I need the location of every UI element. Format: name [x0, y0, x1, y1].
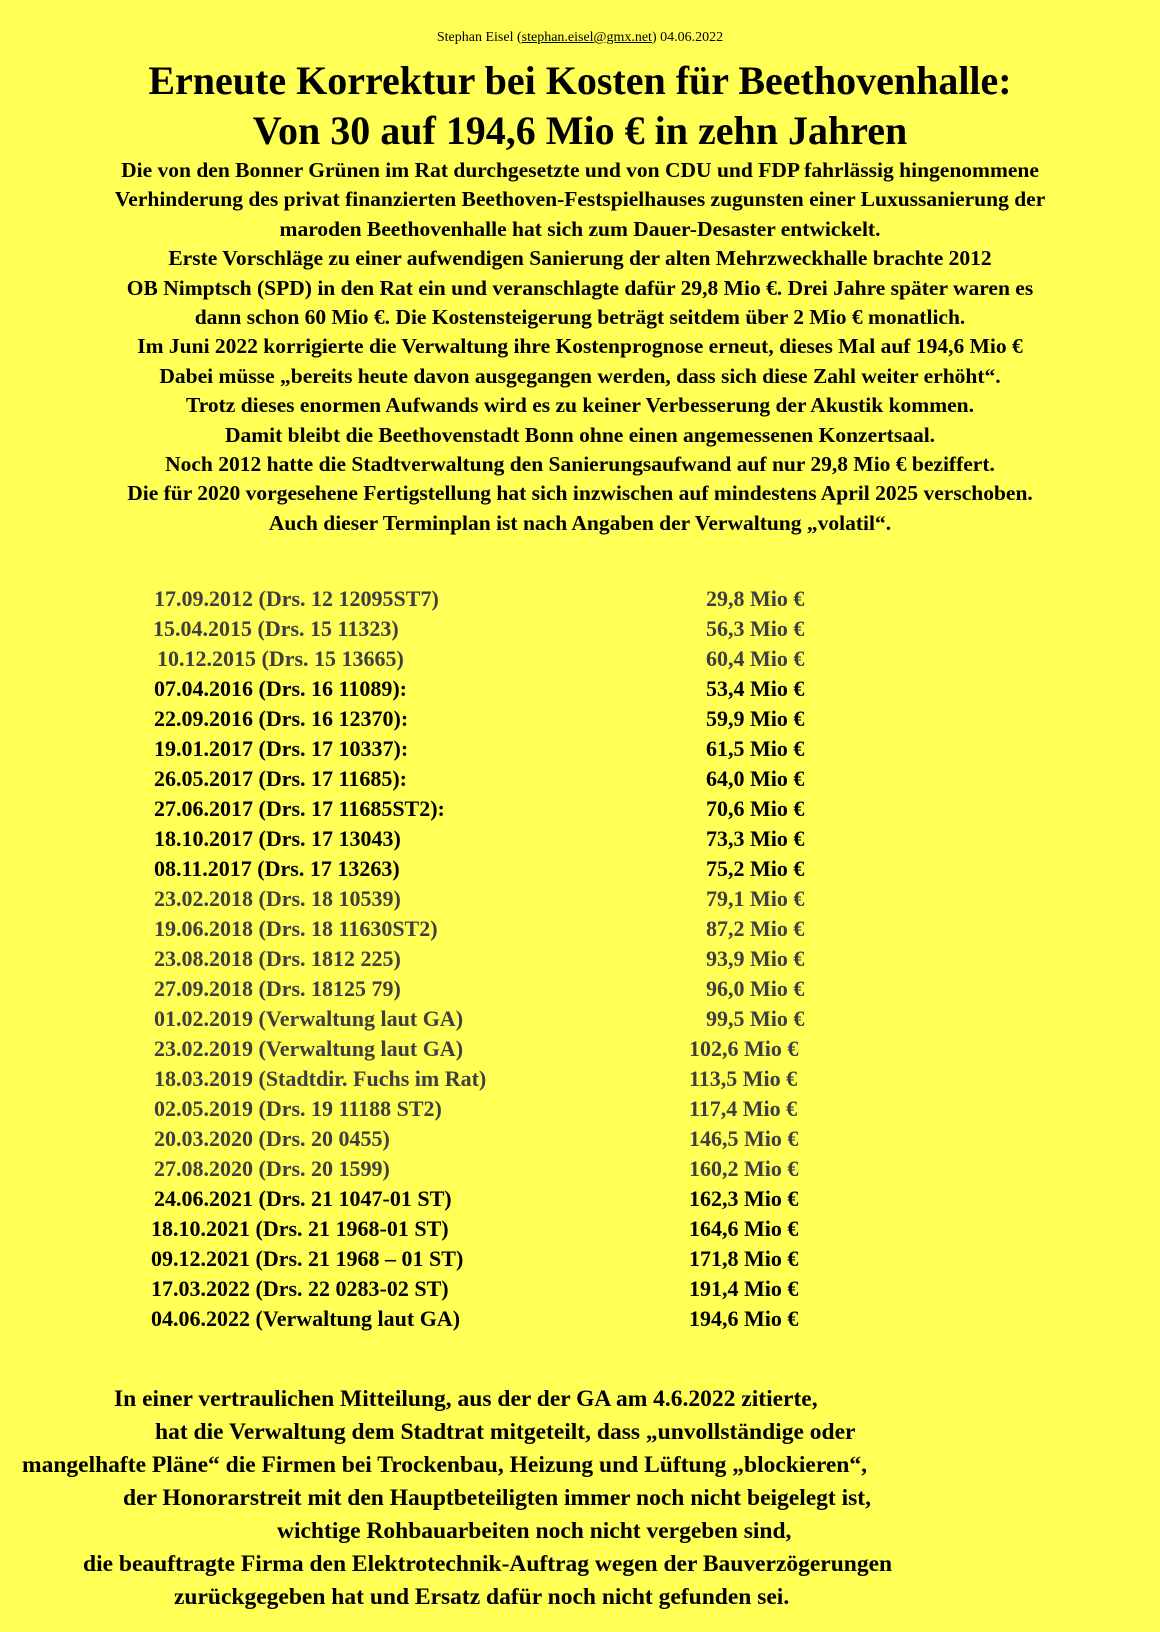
intro-line: maroden Beethovenhalle hat sich zum Dauer-Desaster entwickelt.	[279, 216, 881, 241]
timeline-ref: 22.09.2016 (Drs. 16 12370):	[154, 706, 409, 731]
timeline-amount: 171,8 Mio €	[689, 1246, 799, 1271]
timeline-amount: 117,4 Mio €	[689, 1096, 798, 1121]
timeline-amount: 59,9 Mio €	[706, 706, 805, 731]
timeline-ref: 07.04.2016 (Drs. 16 11089):	[154, 676, 407, 701]
timeline-amount: 70,6 Mio €	[706, 796, 805, 821]
timeline-ref: 02.05.2019 (Drs. 19 11188 ST2)	[154, 1096, 442, 1121]
timeline-ref: 04.06.2022 (Verwaltung laut GA)	[151, 1306, 461, 1331]
timeline-row	[0, 674, 1160, 704]
timeline-ref: 23.02.2018 (Drs. 18 10539)	[154, 886, 401, 911]
timeline-ref: 18.03.2019 (Stadtdir. Fuchs im Rat)	[154, 1066, 487, 1091]
timeline-row	[0, 854, 1160, 884]
timeline-row	[0, 644, 1160, 674]
timeline-amount: 29,8 Mio €	[706, 586, 805, 611]
timeline-ref: 19.01.2017 (Drs. 17 10337):	[154, 736, 409, 761]
timeline-row	[0, 1274, 1160, 1304]
timeline-amount: 164,6 Mio €	[689, 1216, 799, 1241]
timeline-amount: 99,5 Mio €	[706, 1006, 805, 1031]
intro-line: Dabei müsse „bereits heute davon ausgegangen werden, dass sich diese Zahl weiter erhöht“.	[159, 363, 1001, 388]
timeline-row	[0, 704, 1160, 734]
timeline-ref: 18.10.2017 (Drs. 17 13043)	[154, 826, 401, 851]
intro-line: Trotz dieses enormen Aufwands wird es zu keiner Verbesserung der Akustik kommen.	[186, 393, 974, 418]
timeline-ref: 18.10.2021 (Drs. 21 1968-01 ST)	[151, 1216, 449, 1241]
intro-line: Im Juni 2022 korrigierte die Verwaltung ihre Kostenprognose erneut, dieses Mal auf 194,6 Mio €	[137, 334, 1023, 359]
timeline-ref: 20.03.2020 (Drs. 20 0455)	[154, 1126, 390, 1151]
timeline-amount: 53,4 Mio €	[706, 676, 805, 701]
timeline-amount: 160,2 Mio €	[689, 1156, 799, 1181]
closing-line: wichtige Rohbauarbeiten noch nicht vergeben sind,	[277, 1518, 792, 1544]
timeline-row	[0, 1094, 1160, 1124]
timeline-amount: 102,6 Mio €	[689, 1036, 799, 1061]
closing-line: die beauftragte Firma den Elektrotechnik-Auftrag wegen der Bauverzögerungen	[83, 1551, 893, 1577]
timeline-row	[0, 914, 1160, 944]
intro-line: OB Nimptsch (SPD) in den Rat ein und veranschlagte dafür 29,8 Mio €. Drei Jahre später waren es	[126, 275, 1034, 300]
timeline-amount: 75,2 Mio €	[706, 856, 805, 881]
timeline-row	[0, 1154, 1160, 1184]
timeline-ref: 27.06.2017 (Drs. 17 11685ST2):	[154, 796, 445, 821]
timeline-ref: 23.02.2019 (Verwaltung laut GA)	[154, 1036, 464, 1061]
timeline-row	[0, 764, 1160, 794]
document-header	[0, 30, 1160, 46]
timeline-amount: 56,3 Mio €	[706, 616, 805, 641]
timeline-row	[0, 1184, 1160, 1214]
headline-line-1: Erneute Korrektur bei Kosten für Beethovenhalle:	[148, 58, 1012, 103]
timeline-row	[0, 584, 1160, 614]
timeline-row	[0, 734, 1160, 764]
intro-line: Verhinderung des privat finanzierten Beethoven-Festspielhauses zugunsten einer Luxussanierung der	[114, 187, 1046, 212]
timeline-ref: 08.11.2017 (Drs. 17 13263)	[154, 856, 400, 881]
closing-line: der Honorarstreit mit den Hauptbeteiligten immer noch nicht beigelegt ist,	[123, 1485, 871, 1511]
timeline-row	[0, 824, 1160, 854]
timeline-amount: 79,1 Mio €	[706, 886, 805, 911]
timeline-row	[0, 1304, 1160, 1334]
timeline-ref: 15.04.2015 (Drs. 15 11323)	[153, 616, 399, 641]
closing-line: mangelhafte Pläne“ die Firmen bei Trockenbau, Heizung und Lüftung „blockieren“,	[22, 1452, 867, 1478]
timeline-amount: 61,5 Mio €	[706, 736, 805, 761]
timeline-ref: 09.12.2021 (Drs. 21 1968 – 01 ST)	[151, 1246, 464, 1271]
intro-line: Erste Vorschläge zu einer aufwendigen Sanierung der alten Mehrzweckhalle brachte 2012	[168, 246, 992, 271]
timeline-amount: 146,5 Mio €	[689, 1126, 799, 1151]
timeline-amount: 73,3 Mio €	[706, 826, 805, 851]
timeline-row	[0, 614, 1160, 644]
timeline-ref: 17.09.2012 (Drs. 12 12095ST7)	[154, 586, 439, 611]
timeline-amount: 191,4 Mio €	[689, 1276, 799, 1301]
intro-line: Die für 2020 vorgesehene Fertigstellung hat sich inzwischen auf mindestens April 2025 verschoben.	[127, 481, 1033, 506]
timeline-ref: 26.05.2017 (Drs. 17 11685):	[154, 766, 407, 791]
intro-line: Auch dieser Terminplan ist nach Angaben der Verwaltung „volatil“.	[268, 510, 892, 535]
timeline-row	[0, 1064, 1160, 1094]
closing-line: zurückgegeben hat und Ersatz dafür noch nicht gefunden sei.	[174, 1584, 790, 1610]
author-name: Stephan Eisel (	[436, 30, 522, 45]
timeline-ref: 27.08.2020 (Drs. 20 1599)	[154, 1156, 390, 1181]
timeline-amount: 162,3 Mio €	[689, 1186, 799, 1211]
timeline-amount: 87,2 Mio €	[706, 916, 805, 941]
timeline-row	[0, 1244, 1160, 1274]
timeline-amount: 113,5 Mio €	[689, 1066, 798, 1091]
timeline-row	[0, 974, 1160, 1004]
timeline-row	[0, 1214, 1160, 1244]
timeline-row	[0, 794, 1160, 824]
document-date: ) 04.06.2022	[651, 30, 724, 45]
timeline-row	[0, 884, 1160, 914]
timeline-row	[0, 944, 1160, 974]
closing-line: In einer vertraulichen Mitteilung, aus der der GA am 4.6.2022 zitierte,	[114, 1386, 818, 1412]
intro-line: Die von den Bonner Grünen im Rat durchgesetzte und von CDU und FDP fahrlässig hingenommene	[121, 158, 1039, 182]
timeline-ref: 23.08.2018 (Drs. 1812 225)	[154, 946, 401, 971]
timeline-amount: 93,9 Mio €	[706, 946, 805, 971]
intro-paragraph	[0, 156, 1160, 538]
timeline-row	[0, 1004, 1160, 1034]
intro-line: Damit bleibt die Beethovenstadt Bonn ohne einen angemessenen Konzertsaal.	[224, 422, 936, 447]
author-email-link[interactable]: stephan.eisel@gmx.net	[521, 30, 652, 45]
headline-line-2: Von 30 auf 194,6 Mio € in zehn Jahren	[252, 108, 908, 153]
timeline-ref: 24.06.2021 (Drs. 21 1047-01 ST)	[154, 1186, 452, 1211]
timeline-amount: 64,0 Mio €	[706, 766, 805, 791]
intro-line: dann schon 60 Mio €. Die Kostensteigerung beträgt seitdem über 2 Mio € monatlich.	[194, 305, 966, 330]
timeline-row	[0, 1124, 1160, 1154]
timeline-ref: 19.06.2018 (Drs. 18 11630ST2)	[154, 916, 438, 941]
timeline-ref: 17.03.2022 (Drs. 22 0283-02 ST)	[151, 1276, 449, 1301]
timeline-ref: 27.09.2018 (Drs. 18125 79)	[154, 976, 401, 1001]
timeline-ref: 10.12.2015 (Drs. 15 13665)	[157, 646, 404, 671]
timeline-amount: 96,0 Mio €	[706, 976, 805, 1001]
intro-line: Noch 2012 hatte die Stadtverwaltung den Sanierungsaufwand auf nur 29,8 Mio € beziffert.	[165, 452, 995, 477]
closing-line: hat die Verwaltung dem Stadtrat mitgeteilt, dass „unvollständige oder	[155, 1419, 856, 1445]
timeline-amount: 194,6 Mio €	[689, 1306, 799, 1331]
timeline-row	[0, 1034, 1160, 1064]
timeline-ref: 01.02.2019 (Verwaltung laut GA)	[154, 1006, 464, 1031]
timeline-amount: 60,4 Mio €	[706, 646, 805, 671]
